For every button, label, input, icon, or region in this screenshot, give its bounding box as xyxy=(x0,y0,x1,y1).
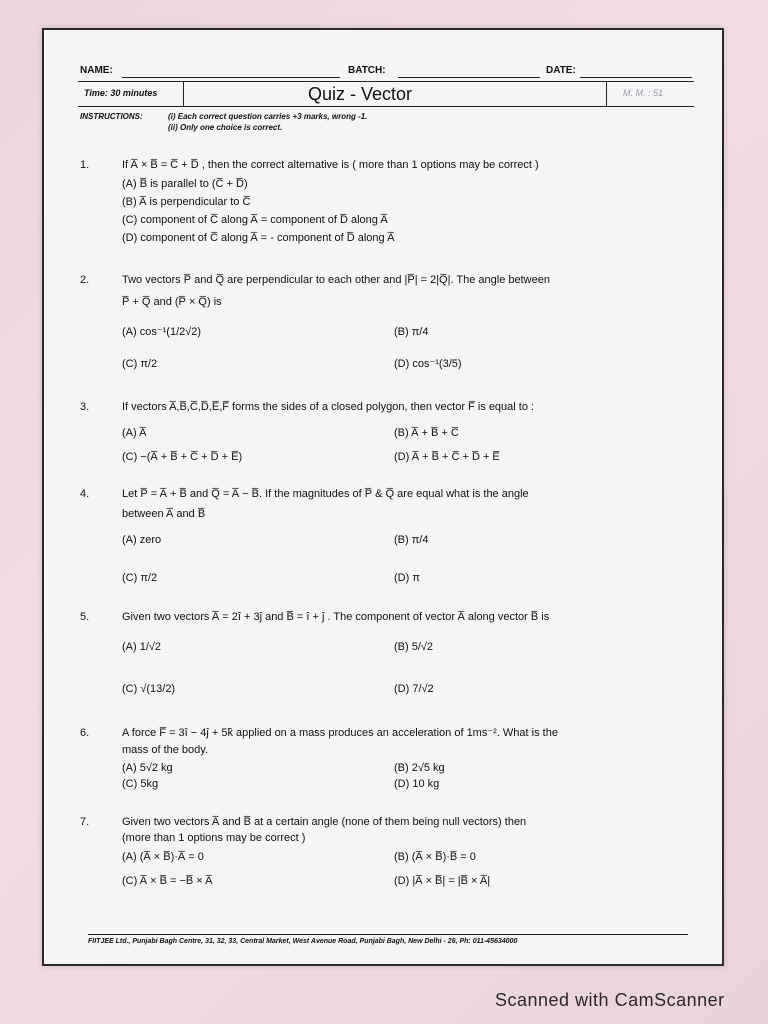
option-a: (A) 1/√2 xyxy=(122,641,162,653)
option-d: (D) cos⁻¹(3/5) xyxy=(394,358,462,370)
question-2 xyxy=(44,271,724,381)
time-limit: Time: 30 minutes xyxy=(84,88,158,98)
question-text: Given two vectors A̅ = 2î + 3ĵ and B̅ = î + ĵ . The component of vector A̅ along vector B̅ is xyxy=(122,611,550,623)
option-c: (C) √(13/2) xyxy=(122,683,176,695)
question-5 xyxy=(44,608,724,718)
question-text: P̅ + Q̅ and (P̅ × Q̅) is xyxy=(122,296,222,308)
question-text: Two vectors P̅ and Q̅ are perpendicular to each other and |P̅| = 2|Q̅|. The angle between xyxy=(122,274,550,286)
question-text: between A̅ and B̅ xyxy=(122,508,206,520)
question-text: mass of the body. xyxy=(122,744,209,756)
option-c: (C) component of C̅ along A̅ = component of D̅ along A̅ xyxy=(122,214,388,226)
question-number: 5. xyxy=(80,611,90,623)
option-b: (B) A̅ + B̅ + C̅ xyxy=(394,427,459,439)
option-c: (C) −(A̅ + B̅ + C̅ + D̅ + E̅) xyxy=(122,451,243,463)
date-line xyxy=(580,77,692,78)
option-a: (A) zero xyxy=(122,534,162,546)
option-d: (D) component of C̅ along A̅ = - component of D̅ along A̅ xyxy=(122,232,395,244)
option-a: (A) cos⁻¹(1/2√2) xyxy=(122,326,202,338)
option-a: (A) (A̅ × B̅)·A̅ = 0 xyxy=(122,851,204,863)
option-b: (B) 5/√2 xyxy=(394,641,434,653)
date-label: DATE: xyxy=(546,65,576,76)
question-number: 3. xyxy=(80,401,90,413)
divider xyxy=(183,82,184,106)
option-b: (B) π/4 xyxy=(394,534,429,546)
option-d: (D) |A̅ × B̅| = |B̅ × A̅| xyxy=(394,875,491,887)
option-d: (D) π xyxy=(394,572,420,584)
batch-line xyxy=(398,77,540,78)
page-title: Quiz - Vector xyxy=(308,84,413,104)
batch-label: BATCH: xyxy=(348,65,386,76)
instructions-label: INSTRUCTIONS: xyxy=(80,112,143,121)
option-b: (B) A̅ is perpendicular to C̅ xyxy=(122,196,251,208)
option-c: (C) 5kg xyxy=(122,778,159,790)
option-c: (C) π/2 xyxy=(122,358,158,370)
option-a: (A) 5√2 kg xyxy=(122,762,173,774)
title-bar xyxy=(78,81,694,107)
question-text: Given two vectors A̅ and B̅ at a certain angle (none of them being null vectors) then xyxy=(122,816,527,828)
instruction-item: (ii) Only one choice is correct. xyxy=(168,123,283,132)
question-4 xyxy=(44,485,724,595)
question-text: If A̅ × B̅ = C̅ + D̅ , then the correct alternative is ( more than 1 options may be correct ) xyxy=(122,159,539,171)
question-number: 2. xyxy=(80,274,90,286)
option-b: (B) 2√5 kg xyxy=(394,762,445,774)
option-d: (D) A̅ + B̅ + C̅ + D̅ + E̅ xyxy=(394,451,500,463)
quiz-sheet xyxy=(42,28,724,966)
option-d: (D) 10 kg xyxy=(394,778,440,790)
question-3 xyxy=(44,398,724,468)
question-number: 1. xyxy=(80,159,90,171)
option-c: (C) A̅ × B̅ = −B̅ × A̅ xyxy=(122,875,213,887)
question-text: A force F̅ = 3î − 4ĵ + 5k̂ applied on a mass produces an acceleration of 1ms⁻². What is the xyxy=(122,727,558,739)
option-b: (B) π/4 xyxy=(394,326,429,338)
question-text: Let P̅ = A̅ + B̅ and Q̅ = A̅ − B̅. If the magnitudes of P̅ & Q̅ are equal what is the angle xyxy=(122,488,529,500)
question-7 xyxy=(44,813,724,903)
option-d: (D) 7/√2 xyxy=(394,683,434,695)
name-line xyxy=(122,77,340,78)
question-6 xyxy=(44,724,724,804)
option-c: (C) π/2 xyxy=(122,572,158,584)
question-number: 4. xyxy=(80,488,90,500)
max-marks: M. M. : 51 xyxy=(623,88,664,98)
question-text: (more than 1 options may be correct ) xyxy=(122,832,306,844)
name-label: NAME: xyxy=(80,65,113,76)
question-number: 6. xyxy=(80,727,90,739)
option-a: (A) B̅ is parallel to (C̅ + D̅) xyxy=(122,178,248,190)
camscanner-watermark: Scanned with CamScanner xyxy=(495,990,725,1010)
question-number: 7. xyxy=(80,816,90,828)
question-text: If vectors A̅,B̅,C̅,D̅,E̅,F̅ forms the sides of a closed polygon, then vector F̅ is equal to : xyxy=(122,401,535,413)
divider xyxy=(606,82,607,106)
option-a: (A) A̅ xyxy=(122,427,147,439)
footer-address: FIITJEE Ltd., Punjabi Bagh Centre, 31, 32, 33, Central Market, West Avenue Road, Punjabi Bagh, New Delhi - 26, Ph: 011-45634000 xyxy=(88,934,688,945)
instruction-item: (i) Each correct question carries +3 marks, wrong -1. xyxy=(168,112,368,121)
question-1 xyxy=(44,156,724,256)
option-b: (B) (A̅ × B̅)·B̅ = 0 xyxy=(394,851,476,863)
